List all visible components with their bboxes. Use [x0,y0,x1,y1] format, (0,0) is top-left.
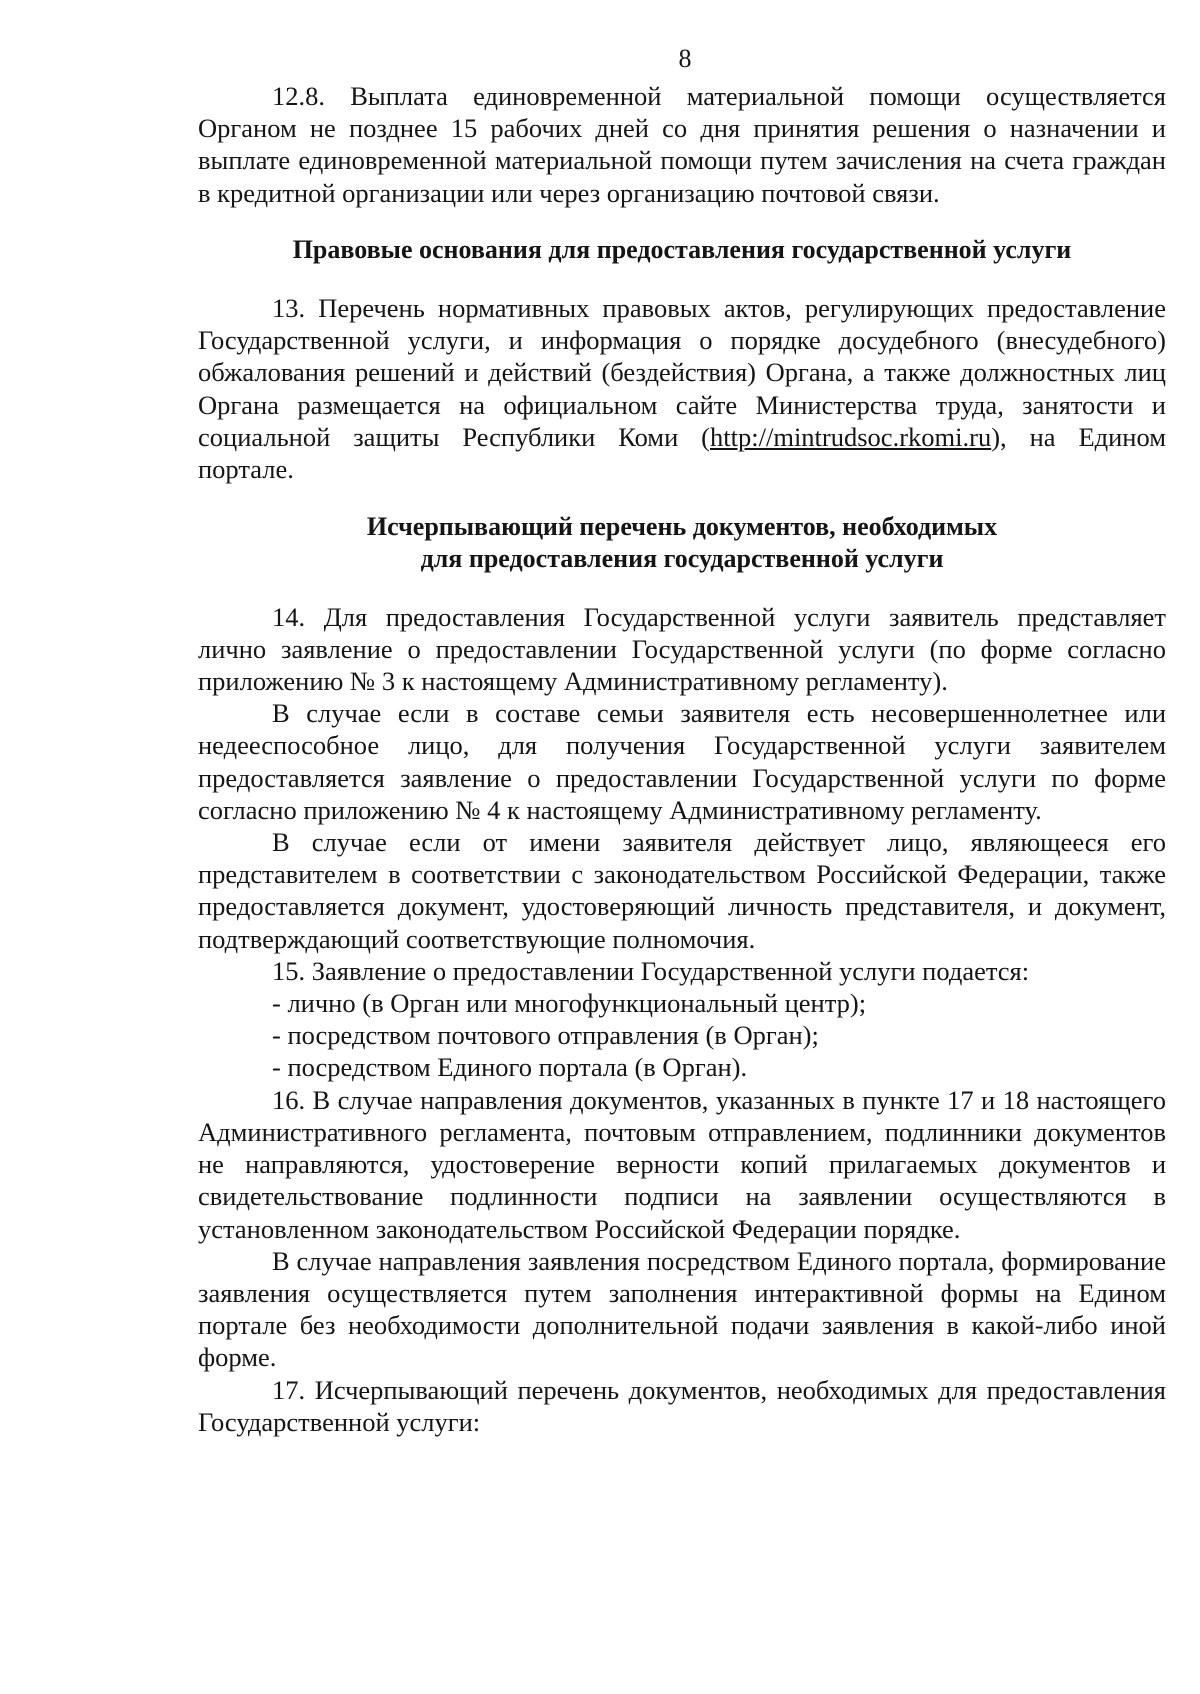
paragraph-17: 17. Исчерпывающий перечень документов, необходимых для предоставления Государственной услуги: [198,1374,1166,1437]
heading-documents-list [198,511,1166,575]
list-item: - лично (в Орган или многофункциональный центр); [272,988,867,1019]
list-item: - посредством почтового отправления (в Орган); [272,1020,819,1051]
paragraph-14-minor: В случае если в составе семьи заявителя есть несовершеннолетнее или недееспособное лицо, для получения Государственной услуги заявителем предоставляется заявление о предоставлении Государственной услуги по форме согласно приложению № 4 к настоящему Административному регламенту. [198,698,1166,825]
list-item: - посредством Единого портала (в Орган). [272,1052,748,1083]
paragraph-13-tail: ), на Едином портале. [198,421,1166,485]
heading-documents-line-2: для предоставления государственной услуги [420,544,944,574]
paragraph-15: 15. Заявление о предоставлении Государственной услуги подается: [272,955,1030,986]
paragraph-14-representative: В случае если от имени заявителя действует лицо, являющееся его представителем в соответствии с законодательством Российской Федерации, также предоставляется документ, удостоверяющий личность представителя, и документ, подтверждающий соответствующие полномочия. [198,827,1166,954]
document-body [198,80,1166,1438]
paragraph-16-portal: В случае направления заявления посредством Единого портала, формирование заявления осуществляется путем заполнения интерактивной формы на Едином портале без необходимости дополнительной подачи заявления в какой-либо иной форме. [198,1245,1166,1373]
paragraph-16: 16. В случае направления документов, указанных в пункте 17 и 18 настоящего Административного регламента, почтовым отправлением, подлинники документов не направляются, удостоверение верности копий прилагаемых документов и свидетельствование подлинности подписи на заявлении осуществляются в установленном законодательством Российской Федерации порядке. [198,1084,1166,1244]
heading-legal-grounds: Правовые основания для предоставления государственной услуги [292,234,1072,264]
paragraph-14: 14. Для предоставления Государственной услуги заявитель представляет лично заявление о предоставлении Государственной услуги (по форме согласно приложению № 3 к настоящему Административному регламенту). [198,601,1166,697]
ministry-website-link[interactable]: http://mintrudsoc.rkomi.ru [710,421,992,452]
paragraph-13-text: 13. Перечень нормативных правовых актов, регулирующих предоставление Государственной услуги, и информация о порядке досудебного (внесудебного) обжалования решений и действий (бездействия) Органа, а также должностных лиц Органа размещается на официальном сайте Министерства труда, занятости и социальной защиты Республики Коми ( [198,293,1166,452]
paragraph-12-8: 12.8. Выплата единовременной материальной помощи осуществляется Органом не позднее 15 рабочих дней со дня принятия решения о назначении и выплате единовременной материальной помощи путем зачисления на счета граждан в кредитной организации или через организацию почтовой связи. [198,81,1166,208]
heading-documents-line-1: Исчерпывающий перечень документов, необходимых [366,512,998,542]
paragraph-13 [198,292,1166,485]
page-number: 8 [678,44,692,73]
